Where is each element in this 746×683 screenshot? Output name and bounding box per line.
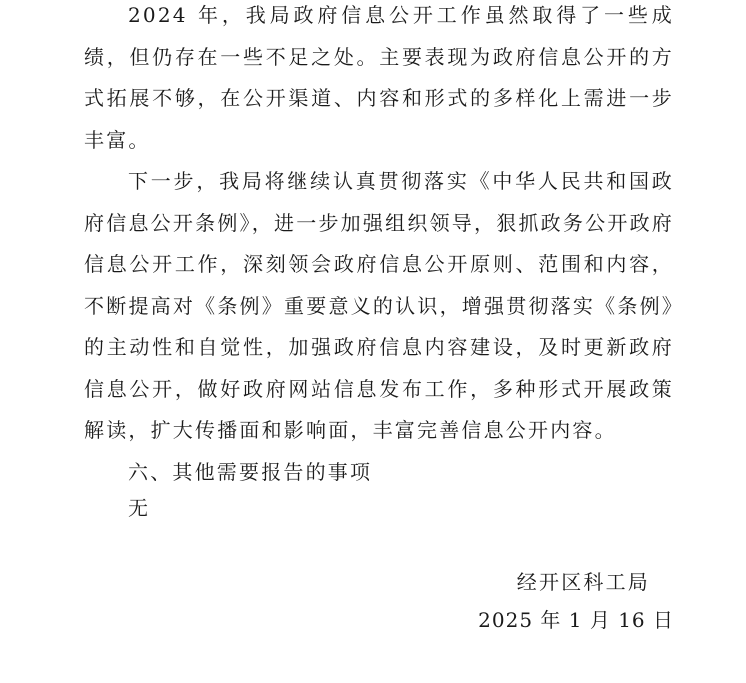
- paragraph-next-steps: 下一步，我局将继续认真贯彻落实《中华人民共和国政府信息公开条例》，进一步加强组织领导，狠抓政务公开政府信息公开工作，深刻领会政府信息公开原则、范围和内容，不断提高对《条例》重要意义的认识，增强贯彻落实《条例》的主动性和自觉性，加强政府信息内容建设，及时更新政府信息公开，做好政府网站信息发布工作，多种形式开展政策解读，扩大传播面和影响面，丰富完善信息公开内容。: [84, 169, 674, 442]
- document-body: [84, 0, 674, 526]
- section-heading-other-matters: 六、其他需要报告的事项: [128, 459, 373, 484]
- signature-date: 2025 年 1 月 16 日: [478, 608, 674, 632]
- signature-organization: 经开区科工局: [516, 570, 650, 594]
- section-body-none: 无: [128, 495, 151, 520]
- paragraph-shortcomings: 2024 年，我局政府信息公开工作虽然取得了一些成绩，但仍存在一些不足之处。主要表现为政府信息公开的方式拓展不够，在公开渠道、内容和形式的多样化上需进一步丰富。: [84, 3, 674, 152]
